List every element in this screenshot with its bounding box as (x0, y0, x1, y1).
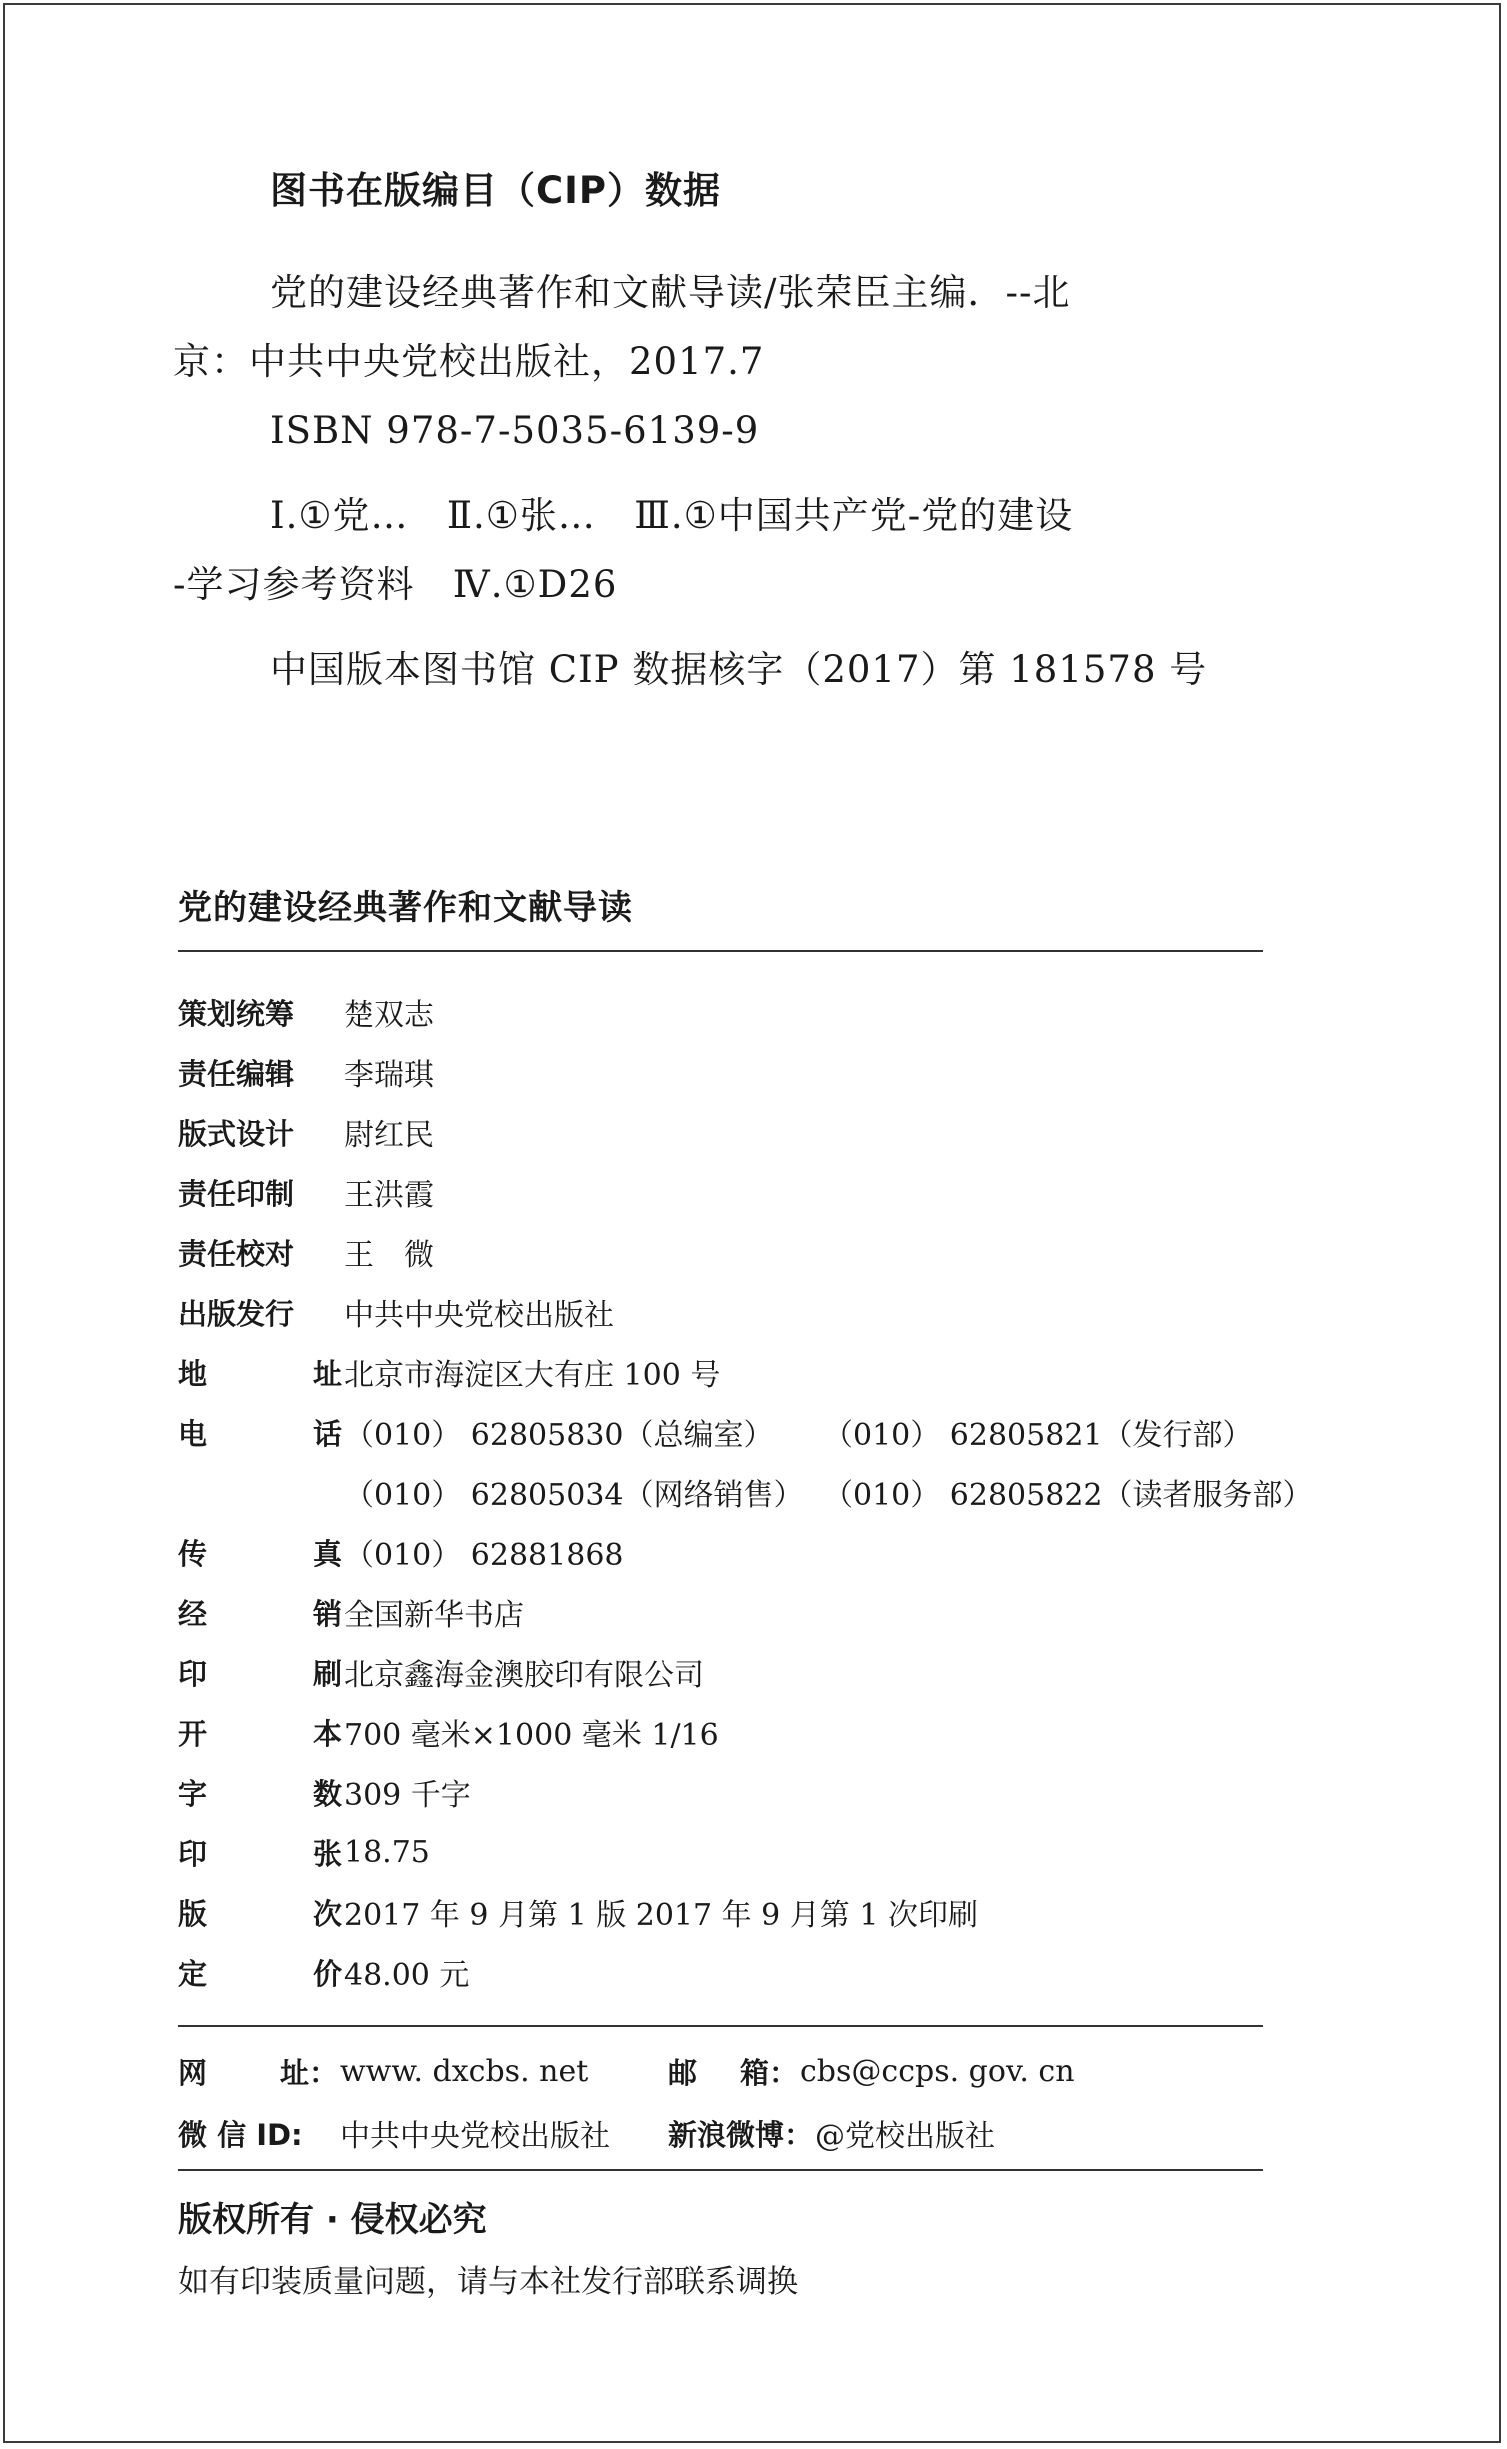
weibo-value: @党校出版社 (815, 2119, 996, 2154)
contact-footer (178, 2040, 1278, 2164)
cip-block (173, 160, 1270, 704)
credit-value: 中共中央党校出版社 (344, 1298, 614, 1333)
credit-label: 字 数 (178, 1776, 342, 1811)
credit-row (178, 1402, 1253, 1462)
email-value[interactable]: cbs@ccps. gov. cn (800, 2053, 1075, 2089)
divider-bottom (178, 2169, 1263, 2171)
credit-value: 48.00 元 (344, 1958, 470, 1993)
divider-middle (178, 2025, 1263, 2027)
book-title: 党的建设经典著作和文献导读 (178, 888, 633, 928)
quality-notice: 如有印装质量问题，请与本社发行部联系调换 (178, 2264, 798, 2300)
copyright-notice: 版权所有 · 侵权必究 (178, 2200, 487, 2240)
credit-row (178, 1942, 978, 2002)
credit-value-secondary: （010） 62805821（发行部） (823, 1418, 1253, 1453)
email-label: 邮 箱： (668, 2055, 798, 2090)
credit-label: 地 址 (178, 1356, 342, 1391)
credit-row (178, 1462, 1313, 1522)
credit-value-secondary: （010） 62805822（读者服务部） (823, 1478, 1313, 1513)
cip-record-number: 中国版本图书馆 CIP 数据核字（2017）第 181578 号 (270, 648, 1208, 691)
credit-value: 全国新华书店 (344, 1598, 524, 1633)
credit-label: 出版发行 (178, 1296, 295, 1331)
credit-label: 印 张 (178, 1836, 342, 1871)
credit-row (178, 1822, 978, 1882)
credit-label: 传 真 (178, 1536, 342, 1571)
credit-value: 楚双志 (344, 998, 434, 1033)
weibo-label: 新浪微博： (668, 2117, 814, 2152)
credit-value: 王 微 (344, 1238, 434, 1273)
credit-label: 责任校对 (178, 1236, 295, 1271)
credit-value: （010） 62805034（网络销售） (344, 1478, 804, 1513)
credit-row (178, 1702, 978, 1762)
wechat-value: 中共中央党校出版社 (340, 2119, 610, 2154)
credit-value: 王洪霞 (344, 1178, 434, 1213)
cip-classification-1: Ⅰ.①党… Ⅱ.①张… Ⅲ.①中国共产党-党的建设 (270, 494, 1074, 537)
credit-row (178, 1642, 978, 1702)
credit-row (178, 1582, 978, 1642)
credit-value: 北京鑫海金澳胶印有限公司 (344, 1658, 704, 1693)
credit-label: 印 刷 (178, 1656, 342, 1691)
wechat-label: 微 信 ID: (178, 2117, 303, 2152)
credit-row (178, 1762, 978, 1822)
credit-value: （010） 62881868 (344, 1538, 624, 1573)
website-label: 网 址： (178, 2055, 338, 2090)
credit-row (178, 1102, 978, 1162)
credit-label: 版 次 (178, 1896, 342, 1931)
credit-label: 责任编辑 (178, 1056, 295, 1091)
credits-list (178, 982, 1313, 2002)
credit-value: （010） 62805830（总编室） (344, 1418, 774, 1453)
credit-row (178, 1162, 978, 1222)
credit-row (178, 1042, 978, 1102)
credit-row (178, 1342, 978, 1402)
contact-row-social (178, 2102, 1278, 2164)
credit-row (178, 1522, 978, 1582)
credit-row (178, 1882, 978, 1942)
cip-line-2: 京：中共中央党校出版社，2017.7 (173, 340, 765, 383)
cip-classification-2: -学习参考资料 Ⅳ.①D26 (173, 563, 618, 606)
credit-value: 309 千字 (344, 1778, 471, 1813)
credit-value: 700 毫米×1000 毫米 1/16 (344, 1718, 719, 1753)
credit-label: 定 价 (178, 1956, 342, 1991)
credit-value: 北京市海淀区大有庄 100 号 (344, 1358, 721, 1393)
credit-value: 2017 年 9 月第 1 版 2017 年 9 月第 1 次印刷 (344, 1898, 978, 1933)
credit-label: 策划统筹 (178, 996, 295, 1031)
credit-value: 李瑞琪 (344, 1058, 434, 1093)
credit-label: 经 销 (178, 1596, 342, 1631)
cip-isbn: ISBN 978-7-5035-6139-9 (270, 409, 760, 452)
credit-label: 版式设计 (178, 1116, 295, 1151)
credit-value: 18.75 (344, 1834, 430, 1870)
divider-top (178, 950, 1263, 952)
credit-value: 尉红民 (344, 1118, 434, 1153)
credit-row (178, 1282, 978, 1342)
cip-line-1: 党的建设经典著作和文献导读/张荣臣主编．--北 (270, 271, 1071, 314)
credit-label: 开 本 (178, 1716, 342, 1751)
website-value[interactable]: www. dxcbs. net (340, 2053, 589, 2089)
credit-label: 责任印制 (178, 1176, 295, 1211)
cip-title: 图书在版编目（CIP）数据 (270, 169, 722, 212)
credit-row (178, 982, 978, 1042)
contact-row-web (178, 2040, 1278, 2102)
credit-row (178, 1222, 978, 1282)
credit-label: 电 话 (178, 1416, 342, 1451)
